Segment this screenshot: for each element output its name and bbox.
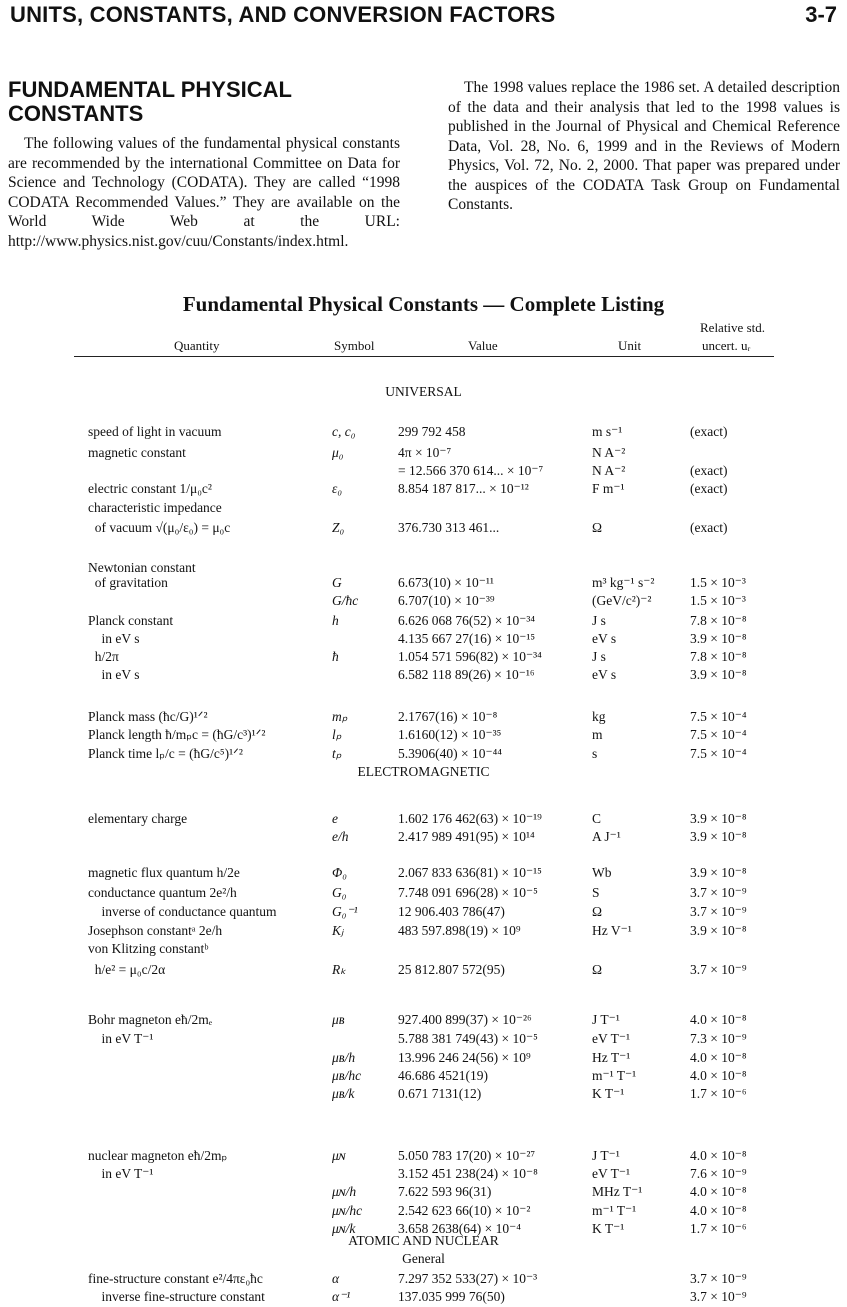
cell-unit: J T⁻¹ bbox=[592, 1012, 620, 1027]
cell-value: 6.582 118 89(26) × 10⁻¹⁶ bbox=[398, 667, 535, 682]
cell-symbol: G/ħc bbox=[332, 593, 359, 608]
cell-uncertainty: 3.7 × 10⁻⁹ bbox=[690, 962, 747, 977]
cell-quantity: Planck constant bbox=[88, 613, 174, 628]
cell-quantity: of vacuum √(μ₀/ε₀) = μ₀c bbox=[88, 520, 231, 535]
cell-unit: kg bbox=[592, 709, 606, 724]
section-heading: ATOMIC AND NUCLEAR bbox=[348, 1233, 499, 1248]
cell-value: 3.658 2638(64) × 10⁻⁴ bbox=[398, 1221, 521, 1236]
cell-symbol: μ₀ bbox=[332, 445, 344, 460]
cell-uncertainty: 3.7 × 10⁻⁹ bbox=[690, 885, 747, 900]
header-unit: Unit bbox=[618, 338, 642, 353]
cell-quantity: Bohr magneton eħ/2mₑ bbox=[88, 1012, 213, 1027]
cell-symbol: Φ₀ bbox=[332, 865, 347, 880]
cell-quantity: nuclear magneton eħ/2mₚ bbox=[88, 1148, 228, 1163]
cell-quantity: Planck length ħ/mₚc = (ħG/c³)¹ᐟ² bbox=[88, 727, 266, 742]
cell-unit: K T⁻¹ bbox=[592, 1086, 625, 1101]
cell-uncertainty: 3.9 × 10⁻⁸ bbox=[690, 923, 747, 938]
cell-symbol: μʙ bbox=[332, 1012, 345, 1027]
cell-symbol: μɴ/hc bbox=[332, 1203, 363, 1218]
header-quantity: Quantity bbox=[174, 338, 220, 353]
cell-symbol: α⁻¹ bbox=[332, 1289, 351, 1304]
cell-uncertainty: 4.0 × 10⁻⁸ bbox=[690, 1012, 747, 1027]
cell-value: 137.035 999 76(50) bbox=[398, 1289, 505, 1304]
cell-quantity: Planck mass (ħc/G)¹ᐟ² bbox=[88, 709, 208, 724]
cell-uncertainty: 1.7 × 10⁻⁶ bbox=[690, 1086, 747, 1101]
cell-value: 5.788 381 749(43) × 10⁻⁵ bbox=[398, 1031, 538, 1046]
cell-unit: MHz T⁻¹ bbox=[592, 1184, 643, 1199]
section-title bbox=[8, 78, 400, 126]
cell-unit: m⁻¹ T⁻¹ bbox=[592, 1203, 637, 1218]
cell-quantity: speed of light in vacuum bbox=[88, 424, 222, 439]
cell-value: 299 792 458 bbox=[398, 424, 466, 439]
cell-unit: m⁻¹ T⁻¹ bbox=[592, 1068, 637, 1083]
cell-symbol: h bbox=[332, 613, 339, 628]
cell-symbol: μɴ bbox=[332, 1148, 346, 1163]
cell-value: 13.996 246 24(56) × 10⁹ bbox=[398, 1050, 531, 1065]
cell-uncertainty: 3.7 × 10⁻⁹ bbox=[690, 1289, 747, 1304]
cell-unit: J s bbox=[592, 613, 606, 628]
cell-unit: (GeV/c²)⁻² bbox=[592, 593, 652, 608]
cell-quantity: elementary charge bbox=[88, 811, 188, 826]
cell-quantity: in eV s bbox=[88, 667, 140, 682]
cell-unit: eV T⁻¹ bbox=[592, 1031, 631, 1046]
cell-value: 4π × 10⁻⁷ bbox=[398, 445, 452, 460]
cell-unit: s bbox=[592, 746, 598, 761]
cell-uncertainty: 7.5 × 10⁻⁴ bbox=[690, 727, 747, 742]
cell-quantity: in eV s bbox=[88, 631, 140, 646]
cell-value: 8.854 187 817... × 10⁻¹² bbox=[398, 481, 529, 496]
cell-symbol: μʙ/h bbox=[332, 1050, 356, 1065]
cell-unit: eV T⁻¹ bbox=[592, 1166, 631, 1181]
cell-value: 25 812.807 572(95) bbox=[398, 962, 505, 977]
cell-uncertainty: 7.6 × 10⁻⁹ bbox=[690, 1166, 747, 1181]
cell-symbol: G bbox=[332, 575, 342, 590]
cell-unit: Hz T⁻¹ bbox=[592, 1050, 631, 1065]
cell-uncertainty: 3.9 × 10⁻⁸ bbox=[690, 865, 747, 880]
cell-symbol: Kⱼ bbox=[332, 923, 344, 938]
cell-quantity: inverse of conductance quantum bbox=[88, 904, 277, 919]
cell-value: 5.050 783 17(20) × 10⁻²⁷ bbox=[398, 1148, 536, 1163]
section-title-line-1: FUNDAMENTAL PHYSICAL bbox=[8, 77, 292, 102]
header-symbol: Symbol bbox=[334, 338, 375, 353]
cell-symbol: μʙ/k bbox=[332, 1086, 355, 1101]
cell-quantity: Newtonian constant bbox=[88, 560, 196, 575]
cell-uncertainty: 7.8 × 10⁻⁸ bbox=[690, 613, 747, 628]
cell-value: 12 906.403 786(47) bbox=[398, 904, 505, 919]
cell-value: 1.6160(12) × 10⁻³⁵ bbox=[398, 727, 502, 742]
cell-unit: J T⁻¹ bbox=[592, 1148, 620, 1163]
cell-value: 5.3906(40) × 10⁻⁴⁴ bbox=[398, 746, 503, 761]
cell-quantity: fine-structure constant e²/4πε₀ħc bbox=[88, 1271, 263, 1286]
cell-symbol: mₚ bbox=[332, 709, 348, 724]
cell-uncertainty: 4.0 × 10⁻⁸ bbox=[690, 1068, 747, 1083]
cell-unit: eV s bbox=[592, 667, 617, 682]
table-title: Fundamental Physical Constants — Complete Listing bbox=[182, 292, 665, 316]
cell-value: 2.1767(16) × 10⁻⁸ bbox=[398, 709, 498, 724]
cell-value: 2.542 623 66(10) × 10⁻² bbox=[398, 1203, 531, 1218]
running-head bbox=[10, 0, 837, 30]
cell-symbol: tₚ bbox=[332, 746, 342, 761]
cell-value: = 12.566 370 614... × 10⁻⁷ bbox=[398, 463, 544, 478]
cell-value: 483 597.898(19) × 10⁹ bbox=[398, 923, 521, 938]
header-relative-1: Relative std. bbox=[700, 320, 765, 335]
section-heading: ELECTROMAGNETIC bbox=[357, 764, 490, 779]
cell-unit: Wb bbox=[592, 865, 612, 880]
cell-uncertainty: (exact) bbox=[690, 481, 728, 496]
cell-unit: N A⁻² bbox=[592, 463, 626, 478]
cell-unit: Ω bbox=[592, 520, 603, 535]
cell-uncertainty: 3.9 × 10⁻⁸ bbox=[690, 811, 747, 826]
cell-value: 2.417 989 491(95) × 10¹⁴ bbox=[398, 829, 535, 844]
cell-value: 6.626 068 76(52) × 10⁻³⁴ bbox=[398, 613, 536, 628]
cell-uncertainty: (exact) bbox=[690, 424, 728, 439]
cell-value: 7.748 091 696(28) × 10⁻⁵ bbox=[398, 885, 538, 900]
cell-value: 1.054 571 596(82) × 10⁻³⁴ bbox=[398, 649, 542, 664]
cell-uncertainty: (exact) bbox=[690, 520, 728, 535]
cell-uncertainty: 1.5 × 10⁻³ bbox=[690, 593, 746, 608]
cell-unit: Ω bbox=[592, 904, 603, 919]
header-rule bbox=[74, 356, 774, 357]
cell-uncertainty: 1.5 × 10⁻³ bbox=[690, 575, 746, 590]
cell-uncertainty: 4.0 × 10⁻⁸ bbox=[690, 1050, 747, 1065]
cell-unit: J s bbox=[592, 649, 606, 664]
cell-quantity: von Klitzing constantᵇ bbox=[88, 941, 209, 956]
cell-value: 3.152 451 238(24) × 10⁻⁸ bbox=[398, 1166, 538, 1181]
section-heading: UNIVERSAL bbox=[385, 384, 462, 399]
cell-quantity: in eV T⁻¹ bbox=[88, 1031, 154, 1046]
cell-uncertainty: 7.8 × 10⁻⁸ bbox=[690, 649, 747, 664]
cell-unit: m³ kg⁻¹ s⁻² bbox=[592, 575, 655, 590]
cell-value: 46.686 4521(19) bbox=[398, 1068, 488, 1083]
cell-symbol: Rₖ bbox=[332, 962, 346, 977]
cell-quantity: Josephson constantᵃ 2e/h bbox=[88, 923, 223, 938]
cell-value: 376.730 313 461... bbox=[398, 520, 500, 535]
cell-unit: eV s bbox=[592, 631, 617, 646]
cell-quantity: magnetic constant bbox=[88, 445, 186, 460]
section-title-line-2: CONSTANTS bbox=[8, 101, 144, 126]
cell-uncertainty: 4.0 × 10⁻⁸ bbox=[690, 1203, 747, 1218]
cell-uncertainty: 7.3 × 10⁻⁹ bbox=[690, 1031, 747, 1046]
cell-quantity: Planck time lₚ/c = (ħG/c⁵)¹ᐟ² bbox=[88, 746, 243, 761]
running-head-title: UNITS, CONSTANTS, AND CONVERSION FACTORS bbox=[10, 2, 556, 27]
cell-unit: Ω bbox=[592, 962, 603, 977]
cell-symbol: Z₀ bbox=[332, 520, 345, 535]
cell-symbol: G₀ bbox=[332, 885, 347, 900]
cell-quantity: inverse fine-structure constant bbox=[88, 1289, 265, 1304]
cell-unit: K T⁻¹ bbox=[592, 1221, 625, 1236]
cell-unit: N A⁻² bbox=[592, 445, 626, 460]
cell-symbol: G₀⁻¹ bbox=[332, 904, 358, 919]
left-column bbox=[8, 78, 400, 251]
cell-symbol: μʙ/hc bbox=[332, 1068, 362, 1083]
cell-quantity: of gravitation bbox=[88, 575, 168, 590]
cell-value: 0.671 7131(12) bbox=[398, 1086, 482, 1101]
cell-unit: Hz V⁻¹ bbox=[592, 923, 632, 938]
cell-value: 2.067 833 636(81) × 10⁻¹⁵ bbox=[398, 865, 542, 880]
cell-symbol: μɴ/h bbox=[332, 1184, 357, 1199]
cell-uncertainty: 3.7 × 10⁻⁹ bbox=[690, 904, 747, 919]
cell-quantity: in eV T⁻¹ bbox=[88, 1166, 154, 1181]
cell-uncertainty: (exact) bbox=[690, 463, 728, 478]
history-paragraph: The 1998 values replace the 1986 set. A detailed description of the data and their analysis that led to the 1998 values is published in the Journal of Physical and Chemical Reference Data, Vol. 28, No. 6, 1999 and in the Reviews of Modern Physics, Vol. 72, No. 2, 2000. That paper was prepared under the auspices of the CODATA Task Group on Fundamental Constants. bbox=[448, 79, 840, 213]
cell-symbol: μɴ/k bbox=[332, 1221, 356, 1236]
cell-quantity: characteristic impedance bbox=[88, 500, 222, 515]
cell-uncertainty: 1.7 × 10⁻⁶ bbox=[690, 1221, 747, 1236]
cell-unit: m s⁻¹ bbox=[592, 424, 623, 439]
cell-uncertainty: 3.9 × 10⁻⁸ bbox=[690, 631, 747, 646]
page-number: 3-7 bbox=[805, 2, 837, 27]
cell-quantity: electric constant 1/μ₀c² bbox=[88, 481, 212, 496]
cell-symbol: α bbox=[332, 1271, 340, 1286]
cell-uncertainty: 4.0 × 10⁻⁸ bbox=[690, 1148, 747, 1163]
header-relative-2: uncert. uᵣ bbox=[702, 338, 751, 353]
cell-unit: C bbox=[592, 811, 602, 826]
cell-unit: A J⁻¹ bbox=[592, 829, 621, 844]
cell-value: 7.297 352 533(27) × 10⁻³ bbox=[398, 1271, 538, 1286]
cell-uncertainty: 3.9 × 10⁻⁸ bbox=[690, 829, 747, 844]
cell-value: 927.400 899(37) × 10⁻²⁶ bbox=[398, 1012, 532, 1027]
cell-value: 7.622 593 96(31) bbox=[398, 1184, 492, 1199]
intro-paragraph: The following values of the fundamental physical constants are recommended by the international Committee on Data for Science and Technology (CODATA). They are called “1998 CODATA Recommended Values.” They are available on the World Wide Web at the URL: http://www.physics.nist.gov/cuu/Constants/index.html. bbox=[8, 135, 400, 250]
cell-quantity: magnetic flux quantum h/2e bbox=[88, 865, 240, 880]
right-column bbox=[448, 78, 840, 215]
cell-quantity: conductance quantum 2e²/h bbox=[88, 885, 237, 900]
header-value: Value bbox=[468, 338, 498, 353]
cell-uncertainty: 3.7 × 10⁻⁹ bbox=[690, 1271, 747, 1286]
cell-value: 1.602 176 462(63) × 10⁻¹⁹ bbox=[398, 811, 542, 826]
cell-symbol: e/h bbox=[332, 829, 349, 844]
cell-symbol: ħ bbox=[332, 649, 339, 664]
cell-unit: S bbox=[592, 885, 600, 900]
cell-value: 4.135 667 27(16) × 10⁻¹⁵ bbox=[398, 631, 536, 646]
cell-symbol: e bbox=[332, 811, 338, 826]
cell-value: 6.673(10) × 10⁻¹¹ bbox=[398, 575, 494, 590]
cell-quantity: h/2π bbox=[88, 649, 119, 664]
cell-quantity: h/e² = μ₀c/2α bbox=[88, 962, 166, 977]
cell-uncertainty: 7.5 × 10⁻⁴ bbox=[690, 746, 747, 761]
cell-unit: m bbox=[592, 727, 603, 742]
cell-symbol: lₚ bbox=[332, 727, 342, 742]
cell-symbol: ε₀ bbox=[332, 481, 343, 496]
cell-unit: F m⁻¹ bbox=[592, 481, 625, 496]
cell-symbol: c, c₀ bbox=[332, 424, 356, 439]
cell-uncertainty: 3.9 × 10⁻⁸ bbox=[690, 667, 747, 682]
section-heading: General bbox=[402, 1251, 445, 1266]
cell-uncertainty: 4.0 × 10⁻⁸ bbox=[690, 1184, 747, 1199]
cell-uncertainty: 7.5 × 10⁻⁴ bbox=[690, 709, 747, 724]
cell-value: 6.707(10) × 10⁻³⁹ bbox=[398, 593, 495, 608]
